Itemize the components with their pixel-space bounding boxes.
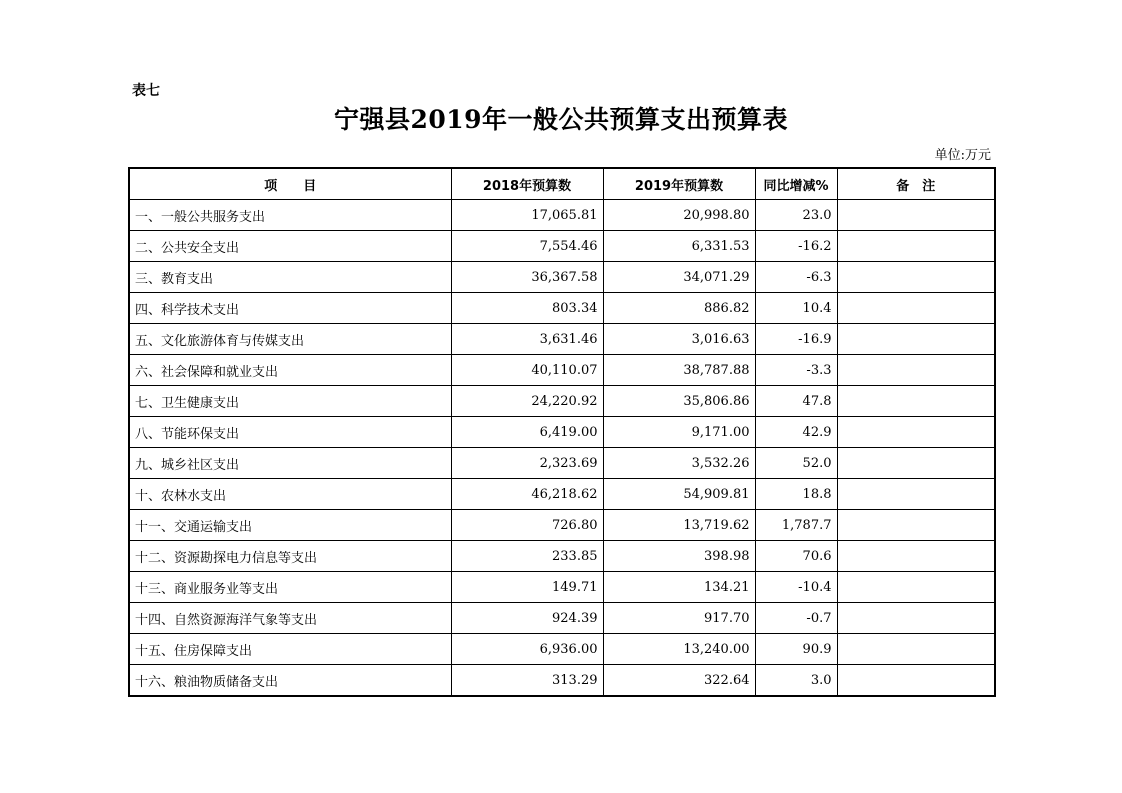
row-budget-2018: 17,065.81 — [451, 200, 603, 231]
row-note — [837, 541, 995, 572]
row-note — [837, 262, 995, 293]
row-item-name: 八、节能环保支出 — [129, 417, 451, 448]
row-note — [837, 479, 995, 510]
row-budget-2019: 134.21 — [603, 572, 755, 603]
row-note — [837, 386, 995, 417]
row-change-pct: 10.4 — [755, 293, 837, 324]
table-row — [129, 603, 995, 634]
row-change-pct: 23.0 — [755, 200, 837, 231]
row-budget-2018: 313.29 — [451, 665, 603, 697]
row-note — [837, 603, 995, 634]
row-note — [837, 324, 995, 355]
row-item-name: 十二、资源勘探电力信息等支出 — [129, 541, 451, 572]
row-budget-2018: 36,367.58 — [451, 262, 603, 293]
row-budget-2018: 3,631.46 — [451, 324, 603, 355]
row-change-pct: 42.9 — [755, 417, 837, 448]
row-item-name: 十、农林水支出 — [129, 479, 451, 510]
row-item-name: 四、科学技术支出 — [129, 293, 451, 324]
row-note — [837, 293, 995, 324]
row-budget-2019: 38,787.88 — [603, 355, 755, 386]
table-number-label: 表七 — [132, 83, 160, 99]
row-item-name: 十六、粮油物质储备支出 — [129, 665, 451, 697]
row-budget-2018: 24,220.92 — [451, 386, 603, 417]
row-change-pct: 70.6 — [755, 541, 837, 572]
row-note — [837, 417, 995, 448]
row-change-pct: -3.3 — [755, 355, 837, 386]
row-budget-2019: 917.70 — [603, 603, 755, 634]
table-row — [129, 324, 995, 355]
row-budget-2018: 40,110.07 — [451, 355, 603, 386]
row-change-pct: 3.0 — [755, 665, 837, 697]
header-note: 备 注 — [837, 168, 995, 200]
table-row — [129, 572, 995, 603]
unit-label: 单位:万元 — [934, 148, 991, 163]
table-row — [129, 510, 995, 541]
row-budget-2019: 322.64 — [603, 665, 755, 697]
row-item-name: 三、教育支出 — [129, 262, 451, 293]
table-row — [129, 541, 995, 572]
row-change-pct: -0.7 — [755, 603, 837, 634]
row-change-pct: 52.0 — [755, 448, 837, 479]
row-budget-2018: 6,419.00 — [451, 417, 603, 448]
row-change-pct: -6.3 — [755, 262, 837, 293]
row-change-pct: 90.9 — [755, 634, 837, 665]
row-change-pct: 1,787.7 — [755, 510, 837, 541]
row-budget-2018: 2,323.69 — [451, 448, 603, 479]
row-budget-2019: 20,998.80 — [603, 200, 755, 231]
table-row — [129, 262, 995, 293]
row-item-name: 十四、自然资源海洋气象等支出 — [129, 603, 451, 634]
row-item-name: 六、社会保障和就业支出 — [129, 355, 451, 386]
table-row — [129, 200, 995, 231]
row-item-name: 二、公共安全支出 — [129, 231, 451, 262]
row-budget-2019: 886.82 — [603, 293, 755, 324]
table-row — [129, 355, 995, 386]
row-change-pct: -16.2 — [755, 231, 837, 262]
row-budget-2019: 3,016.63 — [603, 324, 755, 355]
row-budget-2018: 233.85 — [451, 541, 603, 572]
row-note — [837, 572, 995, 603]
table-body — [129, 200, 995, 697]
document-title: 宁强县2019年一般公共预算支出预算表 — [333, 105, 789, 134]
row-budget-2019: 54,909.81 — [603, 479, 755, 510]
row-note — [837, 665, 995, 697]
header-change-pct: 同比增减% — [755, 168, 837, 200]
row-budget-2019: 398.98 — [603, 541, 755, 572]
row-budget-2018: 46,218.62 — [451, 479, 603, 510]
row-item-name: 十一、交通运输支出 — [129, 510, 451, 541]
table-row — [129, 634, 995, 665]
row-change-pct: -10.4 — [755, 572, 837, 603]
table-header — [129, 168, 995, 200]
table-row — [129, 479, 995, 510]
row-budget-2018: 924.39 — [451, 603, 603, 634]
table-row — [129, 665, 995, 697]
row-note — [837, 231, 995, 262]
row-change-pct: 18.8 — [755, 479, 837, 510]
row-budget-2018: 149.71 — [451, 572, 603, 603]
row-item-name: 七、卫生健康支出 — [129, 386, 451, 417]
row-change-pct: -16.9 — [755, 324, 837, 355]
row-item-name: 九、城乡社区支出 — [129, 448, 451, 479]
row-budget-2019: 13,240.00 — [603, 634, 755, 665]
row-budget-2019: 13,719.62 — [603, 510, 755, 541]
header-item: 项 目 — [129, 168, 451, 200]
row-item-name: 五、文化旅游体育与传媒支出 — [129, 324, 451, 355]
row-change-pct: 47.8 — [755, 386, 837, 417]
table-row — [129, 417, 995, 448]
table-row — [129, 386, 995, 417]
row-budget-2018: 803.34 — [451, 293, 603, 324]
row-note — [837, 355, 995, 386]
row-budget-2019: 9,171.00 — [603, 417, 755, 448]
row-budget-2018: 7,554.46 — [451, 231, 603, 262]
row-budget-2019: 6,331.53 — [603, 231, 755, 262]
row-budget-2019: 35,806.86 — [603, 386, 755, 417]
row-item-name: 一、一般公共服务支出 — [129, 200, 451, 231]
row-note — [837, 200, 995, 231]
row-budget-2019: 3,532.26 — [603, 448, 755, 479]
row-note — [837, 448, 995, 479]
table-row — [129, 231, 995, 262]
header-budget-2019: 2019年预算数 — [603, 168, 755, 200]
row-note — [837, 510, 995, 541]
row-budget-2018: 6,936.00 — [451, 634, 603, 665]
row-budget-2019: 34,071.29 — [603, 262, 755, 293]
table-row — [129, 293, 995, 324]
header-row — [129, 168, 995, 200]
row-item-name: 十五、住房保障支出 — [129, 634, 451, 665]
budget-table — [128, 167, 996, 697]
table-row — [129, 448, 995, 479]
row-note — [837, 634, 995, 665]
row-item-name: 十三、商业服务业等支出 — [129, 572, 451, 603]
header-budget-2018: 2018年预算数 — [451, 168, 603, 200]
row-budget-2018: 726.80 — [451, 510, 603, 541]
